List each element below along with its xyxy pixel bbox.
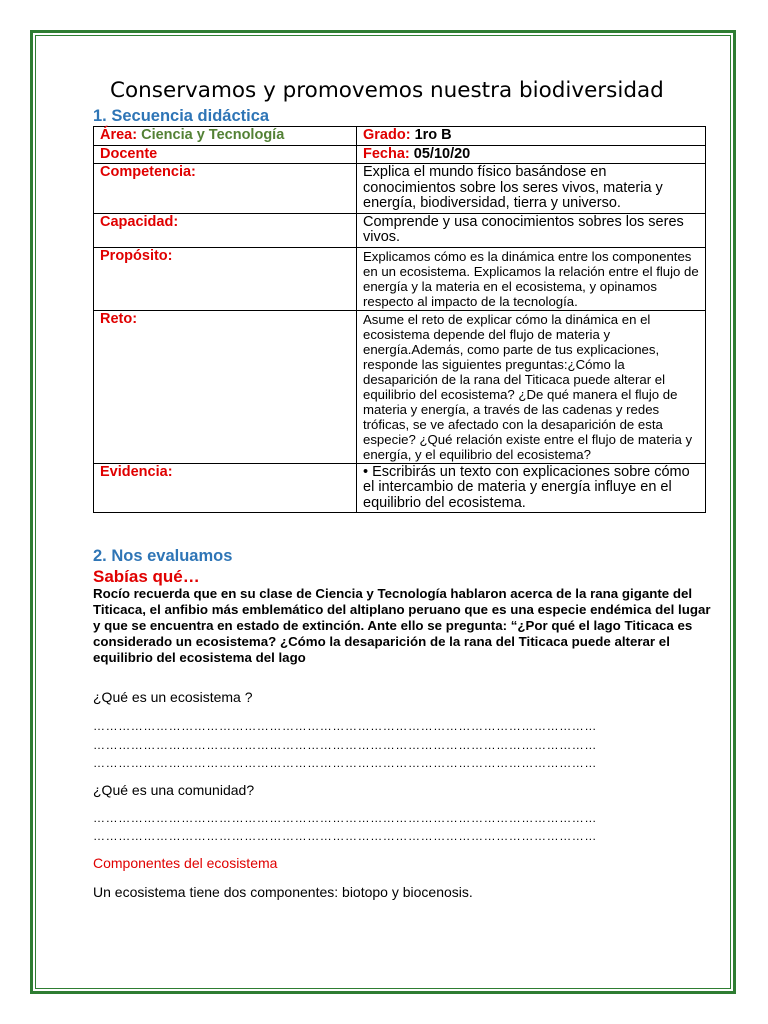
grado-cell	[357, 127, 706, 146]
reto-label: Reto:	[94, 310, 357, 463]
grado-value: 1ro B	[414, 127, 452, 143]
evidencia-label: Evidencia:	[94, 463, 357, 513]
question-ecosistema: ¿Qué es un ecosistema ?	[93, 689, 253, 705]
grado-label: Grado:	[363, 127, 411, 143]
proposito-value: Explicamos cómo es la dinámica entre los componentes en un ecosistema. Explicamos la relación entre el flujo de energía y la materia en el ecosistema, y opinamos respecto al impacto de la tecnología.	[357, 247, 706, 310]
table-row	[94, 247, 706, 310]
question-comunidad: ¿Qué es una comunidad?	[93, 782, 255, 798]
section2-heading: 2. Nos evaluamos	[93, 547, 233, 565]
table-row	[94, 310, 706, 463]
capacidad-value: Comprende y usa conocimientos sobres los seres vivos.	[357, 213, 706, 247]
sabias-heading: Sabías qué…	[93, 567, 200, 586]
table-row	[94, 164, 706, 214]
didactic-sequence-table	[93, 126, 706, 513]
table-row	[94, 463, 706, 513]
reto-value: Asume el reto de explicar cómo la dinámica en el ecosistema depende del flujo de materia y energía.Además, como parte de tus explicaciones, responde las siguientes preguntas:¿Cómo la desaparición de la rana del Titicaca puede alterar el equilibrio del ecosistema? ¿De qué manera el flujo de materia y energía, a través de las cadenas y redes tróficas, se ve afectado con la desaparición de esta especie? ¿Qué relación existe entre el flujo de materia y energía, y el equilibrio del ecosistema?	[357, 310, 706, 463]
answer-line: …………………………………………………………………………………………………………	[93, 829, 597, 843]
area-cell	[94, 127, 357, 146]
fecha-label: Fecha:	[363, 145, 410, 162]
fecha-value: 05/10/20	[413, 145, 471, 162]
competencia-label: Competencia:	[94, 164, 357, 214]
proposito-label: Propósito:	[94, 247, 357, 310]
componentes-heading: Componentes del ecosistema	[93, 855, 278, 871]
area-label: Área:	[100, 127, 138, 143]
story-paragraph: Rocío recuerda que en su clase de Ciencia y Tecnología hablaron acerca de la rana gigante del Titicaca, el anfibio más emblemático del altiplano peruano que es una especie endémica del lugar y que se encuentra en estado de extinción. Ante ello se pregunta: “¿Por qué el lago Titicaca es considerado un ecosistema? ¿Cómo la desaparición de la rana del Titicaca puede alterar el equilibrio del ecosistema del lago	[93, 586, 711, 665]
componentes-text: Un ecosistema tiene dos componentes: biotopo y biocenosis.	[93, 884, 473, 900]
evidencia-value: • Escribirás un texto con explicaciones sobre cómo el intercambio de materia y energía influye en el equilibrio del ecosistema.	[357, 463, 706, 513]
answer-line: …………………………………………………………………………………………………………	[93, 756, 597, 770]
answer-line: …………………………………………………………………………………………………………	[93, 811, 597, 825]
competencia-value: Explica el mundo físico basándose en conocimientos sobre los seres vivos, materia y energía, biodiversidad, tierra y universo.	[357, 164, 706, 214]
answer-line: …………………………………………………………………………………………………………	[93, 738, 597, 752]
table-row	[94, 213, 706, 247]
docente-label: Docente	[94, 145, 357, 164]
document-title: Conservamos y promovemos nuestra biodiversidad	[110, 78, 664, 103]
table-row	[94, 127, 706, 146]
area-value: Ciencia y Tecnología	[141, 127, 285, 143]
answer-line: …………………………………………………………………………………………………………	[93, 719, 597, 733]
fecha-cell	[357, 145, 706, 164]
table-row	[94, 145, 706, 164]
capacidad-label: Capacidad:	[94, 213, 357, 247]
section1-heading: 1. Secuencia didáctica	[93, 107, 270, 125]
